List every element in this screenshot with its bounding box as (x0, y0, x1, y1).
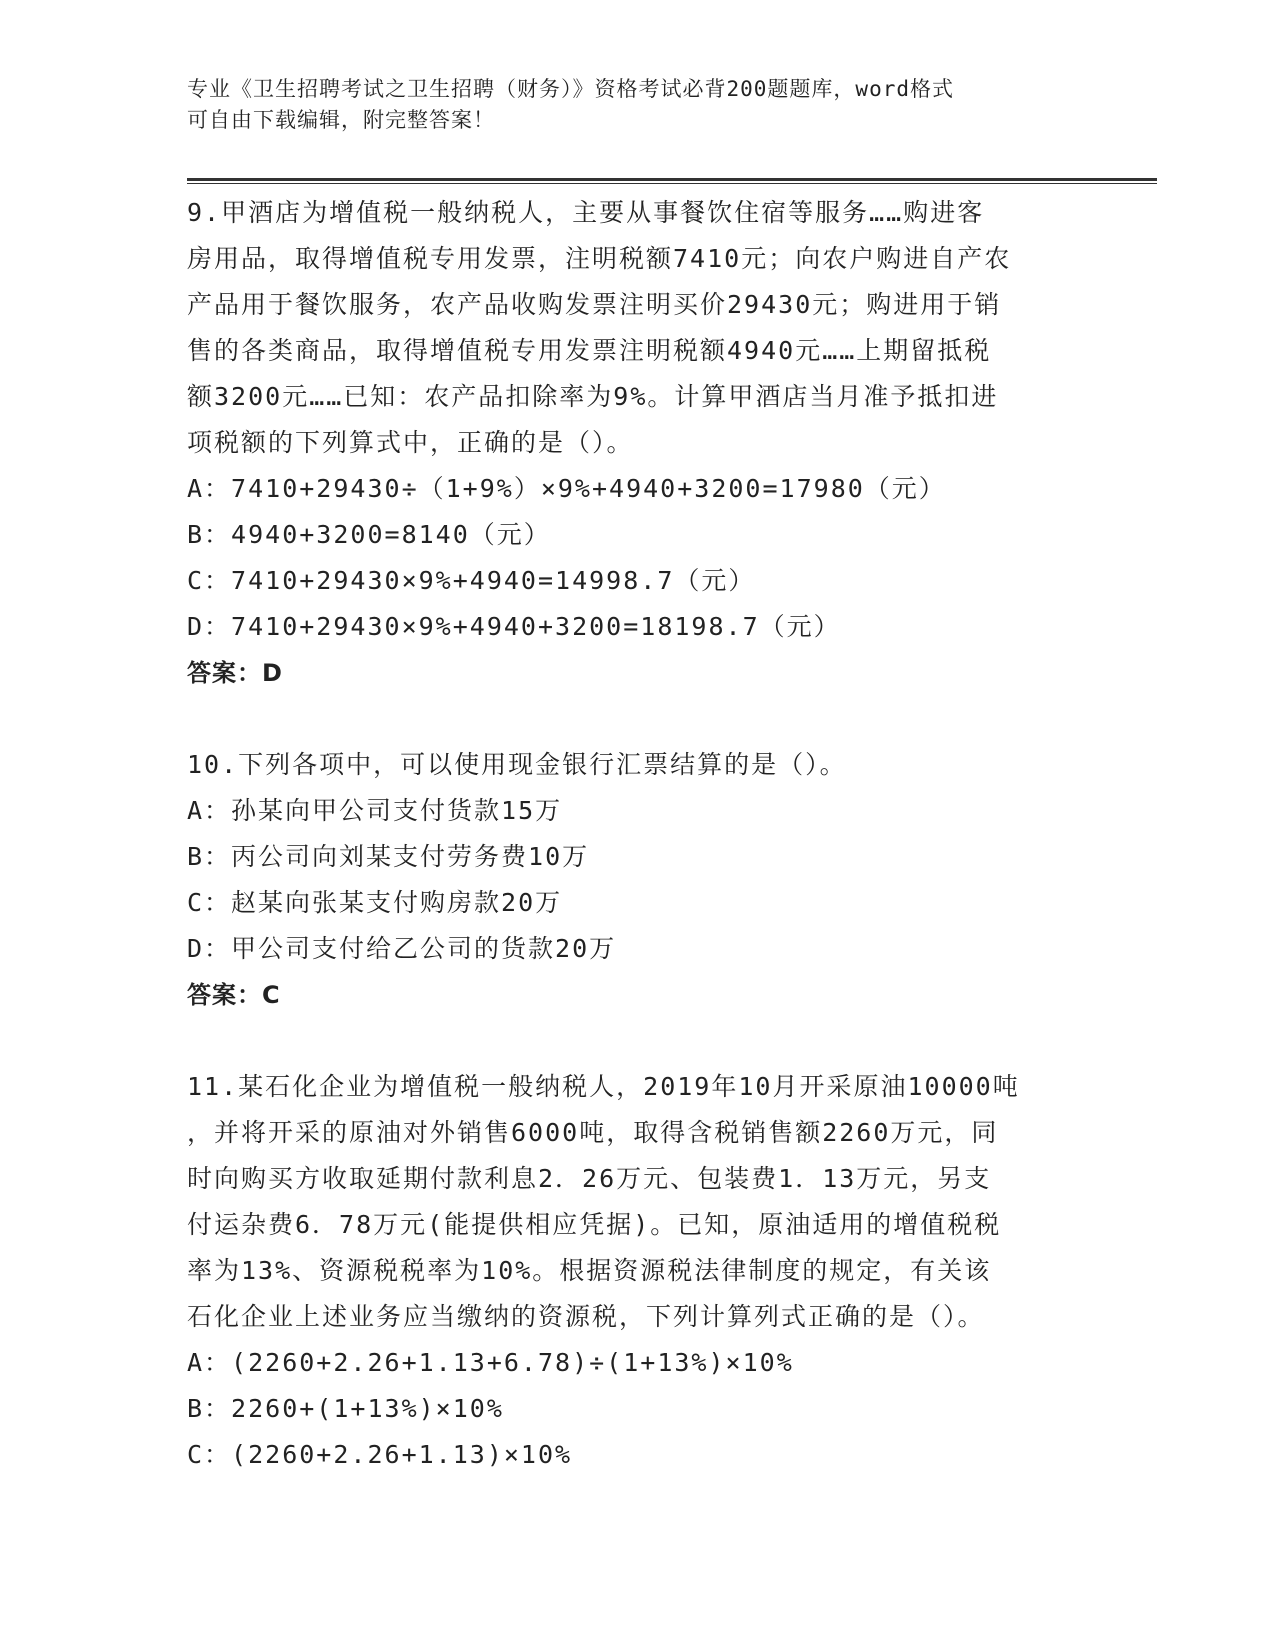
question-stem-line: 10.下列各项中，可以使用现金银行汇票结算的是（）。 (187, 750, 847, 779)
option-a: A：7410+29430÷（1+9%）×9%+4940+3200=17980（元） (187, 474, 946, 503)
question-list (187, 190, 1087, 1478)
question-spacer (187, 1018, 1087, 1064)
question-stem-line: 石化企业上述业务应当缴纳的资源税，下列计算列式正确的是（）。 (187, 1302, 985, 1331)
question-11 (187, 1064, 1087, 1478)
question-stem-line: 9.甲酒店为增值税一般纳税人，主要从事餐饮住宿等服务……购进客 (187, 198, 985, 227)
question-9 (187, 190, 1087, 696)
option-c: C：赵某向张某支付购房款20万 (187, 888, 563, 917)
answer-label: 答案：D (187, 659, 283, 687)
option-d: D：7410+29430×9%+4940+3200=18198.7（元） (187, 612, 841, 641)
question-stem-line: 产品用于餐饮服务，农产品收购发票注明买价29430元；购进用于销 (187, 290, 1002, 319)
question-stem-line: 售的各类商品，取得增值税专用发票注明税额4940元……上期留抵税 (187, 336, 992, 365)
option-b: B：2260+(1+13%)×10% (187, 1394, 504, 1423)
header-line-2: 可自由下载编辑，附完整答案！ (187, 108, 495, 132)
option-c: C：(2260+2.26+1.13)×10% (187, 1440, 573, 1469)
question-stem-line: 房用品，取得增值税专用发票，注明税额7410元；向农户购进自产农 (187, 244, 1012, 273)
option-a: A：孙某向甲公司支付货款15万 (187, 796, 563, 825)
option-b: B：丙公司向刘某支付劳务费10万 (187, 842, 590, 871)
question-spacer (187, 696, 1087, 742)
document-header (187, 74, 1067, 136)
header-line-1: 专业《卫生招聘考试之卫生招聘（财务）》资格考试必背200题题库，word格式 (187, 77, 954, 101)
option-b: B：4940+3200=8140（元） (187, 520, 551, 549)
option-c: C：7410+29430×9%+4940=14998.7（元） (187, 566, 756, 595)
question-stem-line: 项税额的下列算式中，正确的是（）。 (187, 428, 634, 457)
answer-label: 答案：C (187, 981, 281, 1009)
option-a: A：(2260+2.26+1.13+6.78)÷(1+13%)×10% (187, 1348, 794, 1377)
question-stem-line: ，并将开采的原油对外销售6000吨，取得含税销售额2260万元，同 (187, 1118, 999, 1147)
question-stem-line: 率为13%、资源税税率为10%。根据资源税法律制度的规定，有关该 (187, 1256, 992, 1285)
header-divider-thick (187, 178, 1157, 181)
question-10 (187, 742, 1087, 1018)
question-stem-line: 时向购买方收取延期付款利息2．26万元、包装费1．13万元，另支 (187, 1164, 992, 1193)
question-stem-line: 付运杂费6．78万元(能提供相应凭据)。已知，原油适用的增值税税 (187, 1210, 1002, 1239)
question-stem-line: 11.某石化企业为增值税一般纳税人，2019年10月开采原油10000吨 (187, 1072, 1020, 1101)
header-divider-thin (187, 183, 1157, 184)
question-stem-line: 额3200元……已知：农产品扣除率为9%。计算甲酒店当月准予抵扣进 (187, 382, 999, 411)
option-d: D：甲公司支付给乙公司的货款20万 (187, 934, 617, 963)
